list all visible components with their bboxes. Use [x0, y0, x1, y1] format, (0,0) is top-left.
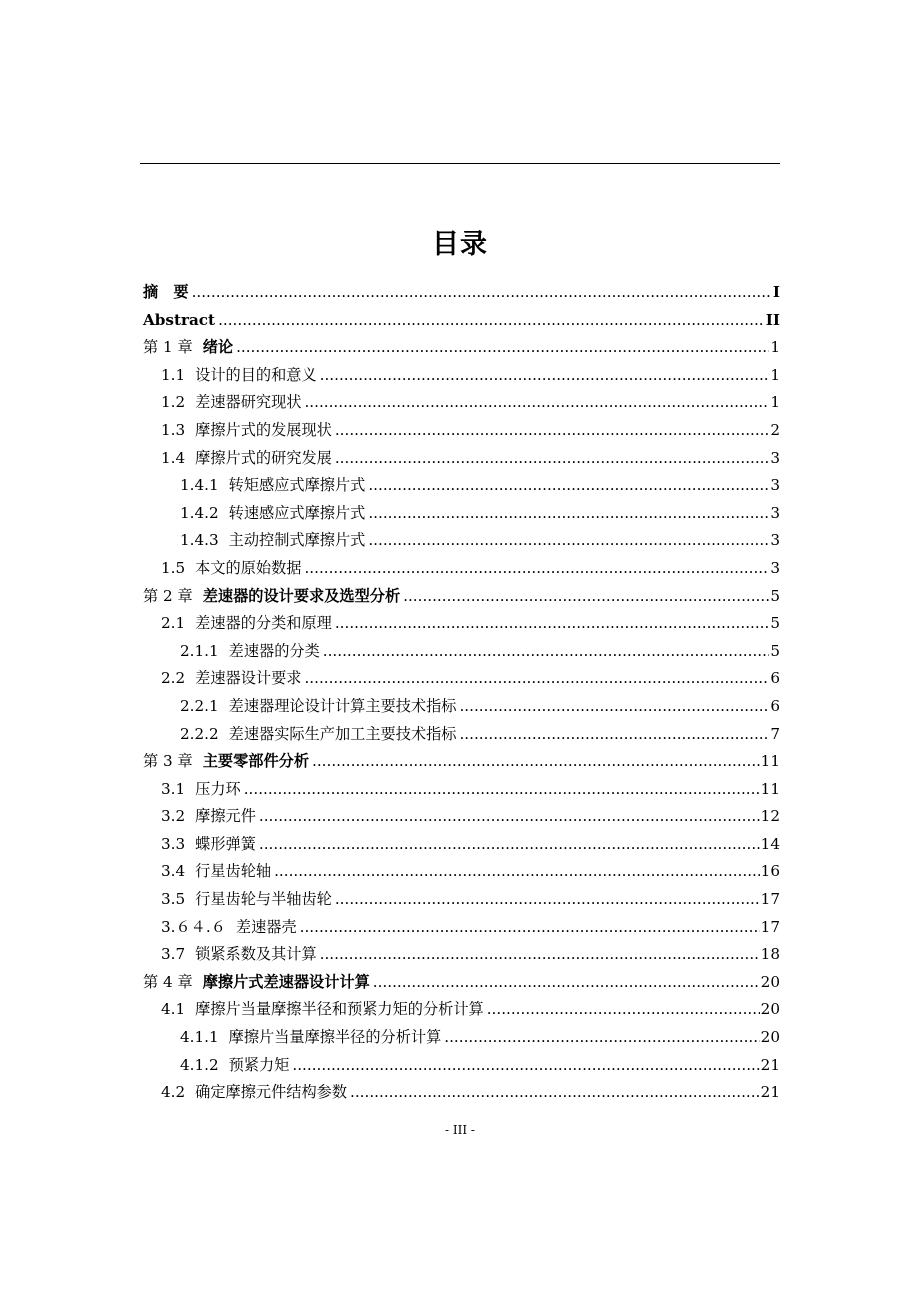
toc-dot-leader — [350, 1079, 760, 1107]
toc-entry-title: 摩擦片式的发展现状 — [195, 420, 332, 439]
toc-entry-number: 4.1.1 — [180, 1028, 219, 1047]
toc-entry-number: 3.4 — [161, 862, 186, 881]
toc-entry-title: 预紧力矩 — [228, 1055, 290, 1074]
toc-entry-number: 第 1 章 — [143, 338, 193, 357]
toc-entry-number: 摘 要 — [143, 283, 189, 301]
toc-dot-leader — [335, 445, 769, 473]
toc-entry[interactable] — [143, 472, 780, 500]
toc-entry[interactable] — [143, 362, 780, 390]
toc-entry-title: 锁紧系数及其计算 — [195, 945, 317, 964]
toc-dot-leader — [487, 996, 760, 1024]
toc-entry[interactable] — [143, 665, 780, 693]
toc-entry-number: 1.2 — [161, 393, 186, 412]
toc-entry[interactable] — [143, 748, 780, 776]
toc-page-number: 17 — [760, 917, 780, 936]
page-title: 目录 — [432, 229, 488, 260]
toc-dot-leader — [300, 914, 760, 942]
toc-entry-title: 差速器的设计要求及选型分析 — [202, 586, 401, 605]
toc-entry[interactable] — [143, 417, 780, 445]
toc-entry[interactable] — [143, 858, 780, 886]
toc-page-number: 3 — [770, 476, 780, 495]
toc-page-number: 18 — [760, 945, 780, 964]
toc-entry-title: 差速器实际生产加工主要技术指标 — [228, 724, 457, 743]
toc-entry-title: 蝶形弹簧 — [195, 834, 256, 853]
toc-entry[interactable] — [143, 803, 780, 831]
toc-entry-title: 差速器壳 — [235, 917, 297, 936]
toc-dot-leader — [320, 362, 770, 390]
page-number-footer: - III - — [445, 1123, 475, 1137]
toc-entry[interactable] — [143, 389, 780, 417]
toc-entry-number: 1.4.1 — [180, 476, 219, 495]
toc-page-number: 20 — [760, 1000, 780, 1019]
toc-entry-number: 3.7 — [161, 945, 186, 964]
toc-entry[interactable] — [143, 721, 780, 749]
toc-dot-leader — [323, 638, 770, 666]
toc-dot-leader — [320, 941, 760, 969]
toc-entry-title: 主要零部件分析 — [202, 752, 310, 771]
toc-entry-title: 本文的原始数据 — [195, 558, 302, 577]
toc-dot-leader — [312, 748, 760, 776]
toc-entry[interactable] — [143, 969, 780, 997]
toc-entry-number: 4.2 — [161, 1083, 186, 1102]
toc-dot-leader — [259, 831, 760, 859]
toc-entry[interactable] — [143, 500, 780, 528]
toc-entry-title: 行星齿轮与半轴齿轮 — [195, 890, 332, 909]
toc-page-number: 21 — [760, 1055, 780, 1074]
toc-dot-leader — [459, 693, 769, 721]
toc-page-number: 3 — [770, 448, 780, 467]
toc-entry-number: 第 4 章 — [143, 972, 193, 991]
toc-entry-number: 2.1 — [161, 614, 186, 633]
toc-dot-leader — [274, 858, 760, 886]
toc-dot-leader — [304, 665, 769, 693]
toc-entry-number: 3.3 — [161, 834, 186, 853]
toc-dot-leader — [244, 776, 760, 804]
toc-page-number: 6 — [770, 696, 780, 715]
toc-entry[interactable] — [143, 693, 780, 721]
toc-entry-title: 差速器研究现状 — [195, 393, 302, 412]
toc-page-number: 21 — [760, 1083, 780, 1102]
toc-entry-title: 差速器设计要求 — [195, 669, 302, 688]
toc-entry[interactable] — [143, 445, 780, 473]
toc-dot-leader — [259, 803, 760, 831]
toc-dot-leader — [218, 307, 765, 335]
toc-page-number: 3 — [770, 531, 780, 550]
toc-page-number: 20 — [760, 972, 780, 991]
toc-entry-title: 压力环 — [195, 779, 241, 798]
toc-entry-title: 转矩感应式摩擦片式 — [228, 476, 366, 495]
toc-dot-leader — [444, 1024, 759, 1052]
toc-entry-number: 4.1.2 — [180, 1055, 219, 1074]
toc-entry-title: 绪论 — [202, 338, 234, 357]
toc-dot-leader — [403, 583, 769, 611]
toc-entry-title: 摩擦片式的研究发展 — [195, 448, 332, 467]
toc-entry-number: 3.2 — [161, 807, 186, 826]
toc-entry[interactable] — [143, 279, 780, 307]
toc-dot-leader — [459, 721, 769, 749]
toc-entry-number: 4.1 — [161, 1000, 186, 1019]
toc-entry[interactable] — [143, 914, 780, 942]
toc-entry-number: 2.2.2 — [180, 724, 219, 743]
toc-entry-number: 3.６４.６ — [161, 917, 226, 936]
toc-page-number: II — [765, 310, 780, 329]
toc-entry[interactable] — [143, 831, 780, 859]
table-of-contents — [143, 279, 780, 1107]
toc-entry[interactable] — [143, 776, 780, 804]
toc-entry-number: 1.3 — [161, 420, 186, 439]
toc-entry-number: 第 3 章 — [143, 752, 193, 771]
toc-entry-title: 差速器理论设计计算主要技术指标 — [228, 696, 457, 715]
toc-page-number: 5 — [770, 614, 780, 633]
toc-entry-number: 1.4.3 — [180, 531, 219, 550]
toc-entry[interactable] — [143, 527, 780, 555]
toc-entry-number: 3.5 — [161, 890, 186, 909]
toc-entry[interactable] — [143, 638, 780, 666]
toc-page-number: 1 — [770, 365, 780, 384]
toc-entry-number: 2.1.1 — [180, 641, 219, 660]
toc-page-number: 3 — [770, 503, 780, 522]
toc-dot-leader — [373, 969, 760, 997]
toc-entry[interactable] — [143, 583, 780, 611]
toc-page-number: 17 — [760, 890, 780, 909]
toc-entry-title: 确定摩擦元件结构参数 — [195, 1083, 348, 1102]
toc-dot-leader — [236, 334, 769, 362]
toc-page-number: 5 — [770, 641, 780, 660]
toc-entry[interactable] — [143, 941, 780, 969]
toc-page-number: 16 — [760, 862, 780, 881]
toc-entry-number: 1.5 — [161, 558, 186, 577]
toc-entry[interactable] — [143, 334, 780, 362]
toc-entry-number: 2.2.1 — [180, 696, 219, 715]
toc-entry-title: 主动控制式摩擦片式 — [228, 531, 366, 550]
toc-page-number: I — [772, 283, 780, 301]
toc-dot-leader — [304, 389, 769, 417]
toc-entry-number: 1.4.2 — [180, 503, 219, 522]
toc-entry-title: 设计的目的和意义 — [195, 365, 317, 384]
toc-entry-title: 差速器的分类和原理 — [195, 614, 332, 633]
toc-entry-number: 1.1 — [161, 365, 186, 384]
toc-entry[interactable] — [143, 610, 780, 638]
toc-entry-title: 摩擦元件 — [195, 807, 256, 826]
toc-page-number: 7 — [770, 724, 780, 743]
toc-entry[interactable] — [143, 1079, 780, 1107]
toc-page-number: 14 — [760, 834, 780, 853]
toc-page-number: 6 — [770, 669, 780, 688]
toc-entry-number: 1.4 — [161, 448, 186, 467]
toc-entry-title: 行星齿轮轴 — [195, 862, 272, 881]
toc-page-number: 3 — [770, 558, 780, 577]
toc-dot-leader — [335, 886, 760, 914]
toc-entry-title: 摩擦片当量摩擦半径的分析计算 — [228, 1028, 442, 1047]
toc-page-number: 11 — [760, 752, 780, 771]
toc-entry[interactable] — [143, 1024, 780, 1052]
toc-entry-title: 摩擦片当量摩擦半径和预紧力矩的分析计算 — [195, 1000, 484, 1019]
toc-page-number: 11 — [760, 779, 780, 798]
toc-dot-leader — [368, 500, 769, 528]
toc-dot-leader — [192, 279, 772, 307]
toc-page-number: 5 — [770, 586, 780, 605]
toc-page-number: 2 — [770, 420, 780, 439]
toc-dot-leader — [368, 472, 769, 500]
toc-dot-leader — [292, 1052, 759, 1080]
toc-entry[interactable] — [143, 996, 780, 1024]
toc-entry-title: 转速感应式摩擦片式 — [228, 503, 366, 522]
toc-entry-number: 2.2 — [161, 669, 186, 688]
toc-entry[interactable] — [143, 307, 780, 335]
toc-entry-number: 3.1 — [161, 779, 186, 798]
header-rule — [140, 163, 780, 164]
toc-entry[interactable] — [143, 1052, 780, 1080]
toc-page-number: 1 — [770, 338, 780, 357]
toc-entry-number: Abstract — [143, 310, 216, 329]
toc-page-number: 20 — [760, 1028, 780, 1047]
toc-page-number: 1 — [770, 393, 780, 412]
toc-entry-number: 第 2 章 — [143, 586, 193, 605]
toc-entry[interactable] — [143, 555, 780, 583]
toc-entry[interactable] — [143, 886, 780, 914]
toc-dot-leader — [304, 555, 769, 583]
toc-entry-title: 摩擦片式差速器设计计算 — [202, 972, 370, 991]
toc-dot-leader — [335, 417, 769, 445]
toc-dot-leader — [335, 610, 769, 638]
toc-entry-title: 差速器的分类 — [228, 641, 320, 660]
toc-dot-leader — [368, 527, 769, 555]
toc-page-number: 12 — [760, 807, 780, 826]
